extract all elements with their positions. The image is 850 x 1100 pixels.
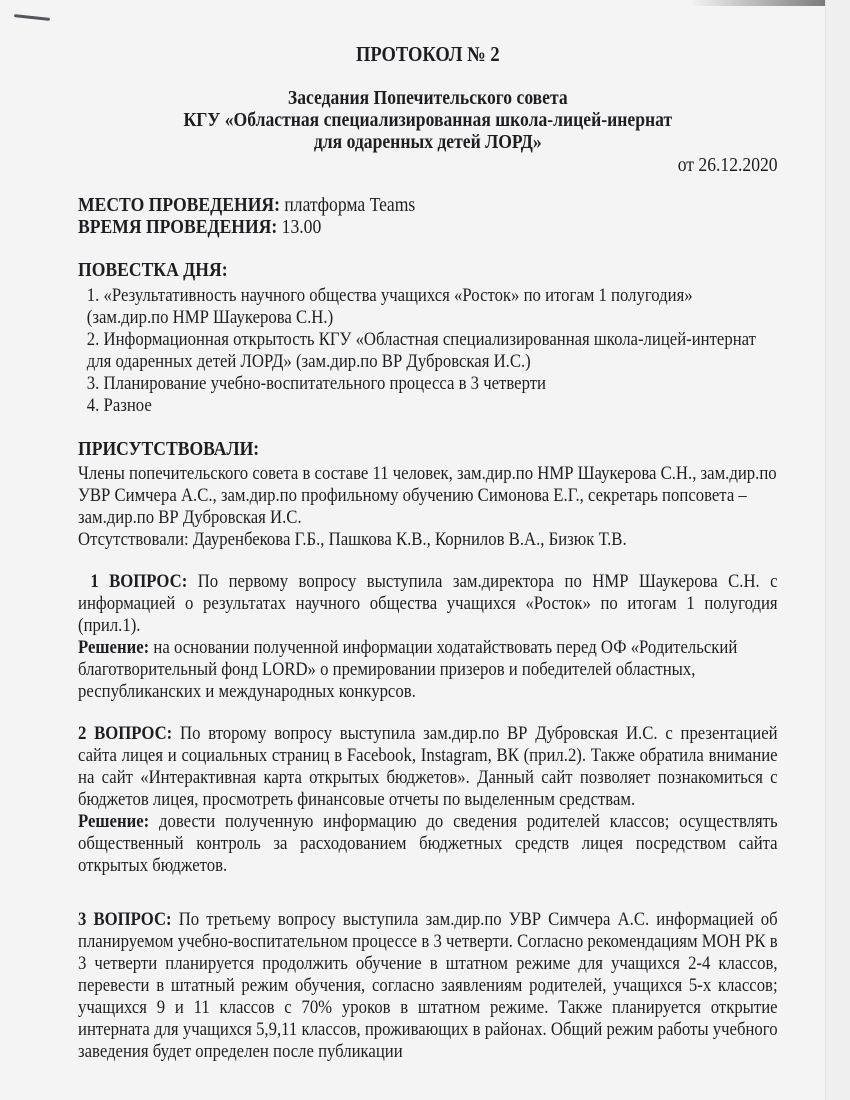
attendance-absent: Отсутствовали: Дауренбекова Г.Б., Пашкова К.В., Корнилов В.А., Бизюк Т.В. [78, 529, 627, 550]
meeting-place [78, 194, 778, 216]
subtitle-line: Заседания Попечительского совета [287, 87, 568, 109]
meeting-time [78, 216, 778, 238]
question-text: По первому вопросу выступила зам.директора по НМР Шаукерова С.Н. с информацией о результатах научного общества учащихся «Росток» по итогам 1 полугодия (прил.1). [78, 571, 778, 636]
scan-mark [14, 14, 50, 21]
agenda-list [78, 285, 778, 417]
agenda-item: 1. «Результативность научного общества учащихся «Росток» по итогам 1 полугодия» (зам.дир.по НМР Шаукерова С.Н.) [86, 285, 693, 328]
decision-2 [78, 811, 778, 877]
question-text: По третьему вопросу выступила зам.дир.по УВР Симчера А.С. информацией об планируемом учебно-воспитательном процессе в 3 четверти. Согласно рекомендациям МОН РК в 3 четверти планируется продолжить обучение в штатном режиме для учащихся 2-4 классов, перевести в штатный режим обучения, согласно заявлениям родителей, учащихся 5-х классов; учащихся 9 и 11 классов с 70% уроков в штатном режиме. Также планируется открытие интерната для учащихся 5,9,11 классов, проживающих в районах. Общий режим работы учебного заведения будет определен после публикации [78, 909, 778, 1062]
decision-label: Решение: [78, 811, 150, 832]
attendance-present: Члены попечительского совета в составе 11 человек, зам.дир.по НМР Шаукерова С.Н., зам.дир.по УВР Симчера А.С., зам.дир.по профильному обучению Симонова Е.Г., секретарь попсовета – зам.дир.по ВР Дубровская И.С. [78, 463, 777, 528]
decision-label: Решение: [78, 637, 150, 658]
question-text: По второму вопросу выступила зам.дир.по ВР Дубровская И.С. с презентацией сайта лицея и социальных страниц в Facebook, Instagram, ВК (прил.2). Также обратила внимание на сайт «Интерактивная карта открытых бюджетов». Данный сайт позволяет познакомиться с бюджетов лицея, просмотреть финансовые отчеты по выделенным средствам. [78, 723, 778, 810]
place-value: платформа Teams [279, 194, 416, 216]
time-label: ВРЕМЯ ПРОВЕДЕНИЯ: [78, 216, 278, 238]
question-label: 3 ВОПРОС: [78, 909, 172, 930]
subtitle-line: КГУ «Областная специализированная школа-лицей-инернат [183, 109, 673, 131]
decision-text: довести полученную информацию до сведения родителей классов; осуществлять общественный контроль за расходованием бюджетных средств лицея посредством сайта открытых бюджетов. [78, 811, 778, 876]
time-value: 13.00 [277, 216, 322, 238]
agenda-item: 4. Разное [86, 395, 152, 416]
subtitle-line: для одаренных детей ЛОРД» [313, 131, 542, 153]
question-label: 2 ВОПРОС: [78, 723, 173, 744]
question-1 [78, 571, 778, 637]
document-title: ПРОТОКОЛ № 2 [355, 42, 500, 66]
question-2 [78, 723, 778, 811]
page-edge [825, 0, 850, 1100]
agenda-item: 3. Планирование учебно-воспитательного процесса в 3 четверти [86, 373, 546, 394]
document-body [78, 42, 778, 1063]
decision-1 [78, 637, 778, 703]
place-label: МЕСТО ПРОВЕДЕНИЯ: [78, 194, 280, 216]
attendance-heading: ПРИСУТСТВОВАЛИ: [78, 438, 260, 460]
meeting-meta [78, 194, 778, 238]
agenda-item: 2. Информационная открытость КГУ «Областная специализированная школа-лицей-интернат для одаренных детей ЛОРД» (зам.дир.по ВР Дубровская И.С.) [86, 329, 756, 372]
document-date: от 26.12.2020 [677, 154, 778, 176]
agenda-heading: ПОВЕСТКА ДНЯ: [78, 259, 228, 281]
decision-text: на основании полученной информации ходатайствовать перед ОФ «Родительский благотворительный фонд LORD» о премировании призеров и победителей областных, республиканских и международных конкурсов. [78, 637, 738, 702]
question-label: 1 ВОПРОС: [90, 571, 188, 592]
question-3 [78, 909, 778, 1063]
